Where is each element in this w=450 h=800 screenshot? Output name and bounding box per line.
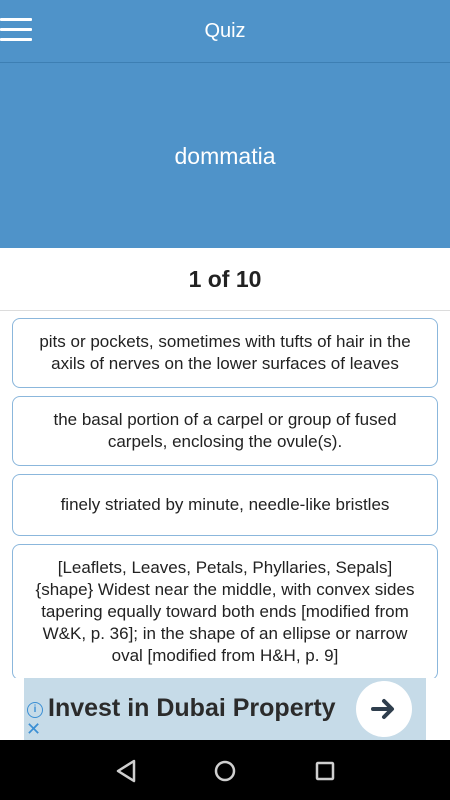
close-icon[interactable]: ✕ (26, 719, 42, 739)
back-icon[interactable] (110, 755, 142, 787)
app-title: Quiz (204, 20, 246, 42)
info-icon[interactable]: i (27, 702, 43, 718)
home-icon[interactable] (209, 755, 241, 787)
arrow-right-icon[interactable] (356, 681, 412, 737)
system-nav-bar (0, 740, 450, 800)
divider (0, 310, 450, 311)
ad-headline[interactable]: Invest in Dubai Property (48, 694, 336, 722)
question-panel (0, 63, 450, 248)
answer-options (12, 318, 438, 678)
question-word: dommatia (174, 143, 276, 169)
answer-option-2[interactable]: the basal portion of a carpel or group of fused carpels, enclosing the ovule(s). (12, 396, 438, 466)
app-bar (0, 0, 450, 62)
progress-label: 1 of 10 (188, 266, 262, 292)
answer-option-4[interactable]: [Leaflets, Leaves, Petals, Phyllaries, Sepals] {shape} Widest near the middle, with convex sides tapering equally toward both ends [modified from W&K, p. 36]; in the shape of an ellipse or narrow oval [modified from H&H, p. 9] (12, 544, 438, 678)
answer-option-3[interactable]: finely striated by minute, needle-like bristles (12, 474, 438, 536)
ad-banner[interactable] (24, 678, 426, 740)
recents-icon[interactable] (309, 755, 341, 787)
answer-option-1[interactable]: pits or pockets, sometimes with tufts of hair in the axils of nerves on the lower surfaces of leaves (12, 318, 438, 388)
